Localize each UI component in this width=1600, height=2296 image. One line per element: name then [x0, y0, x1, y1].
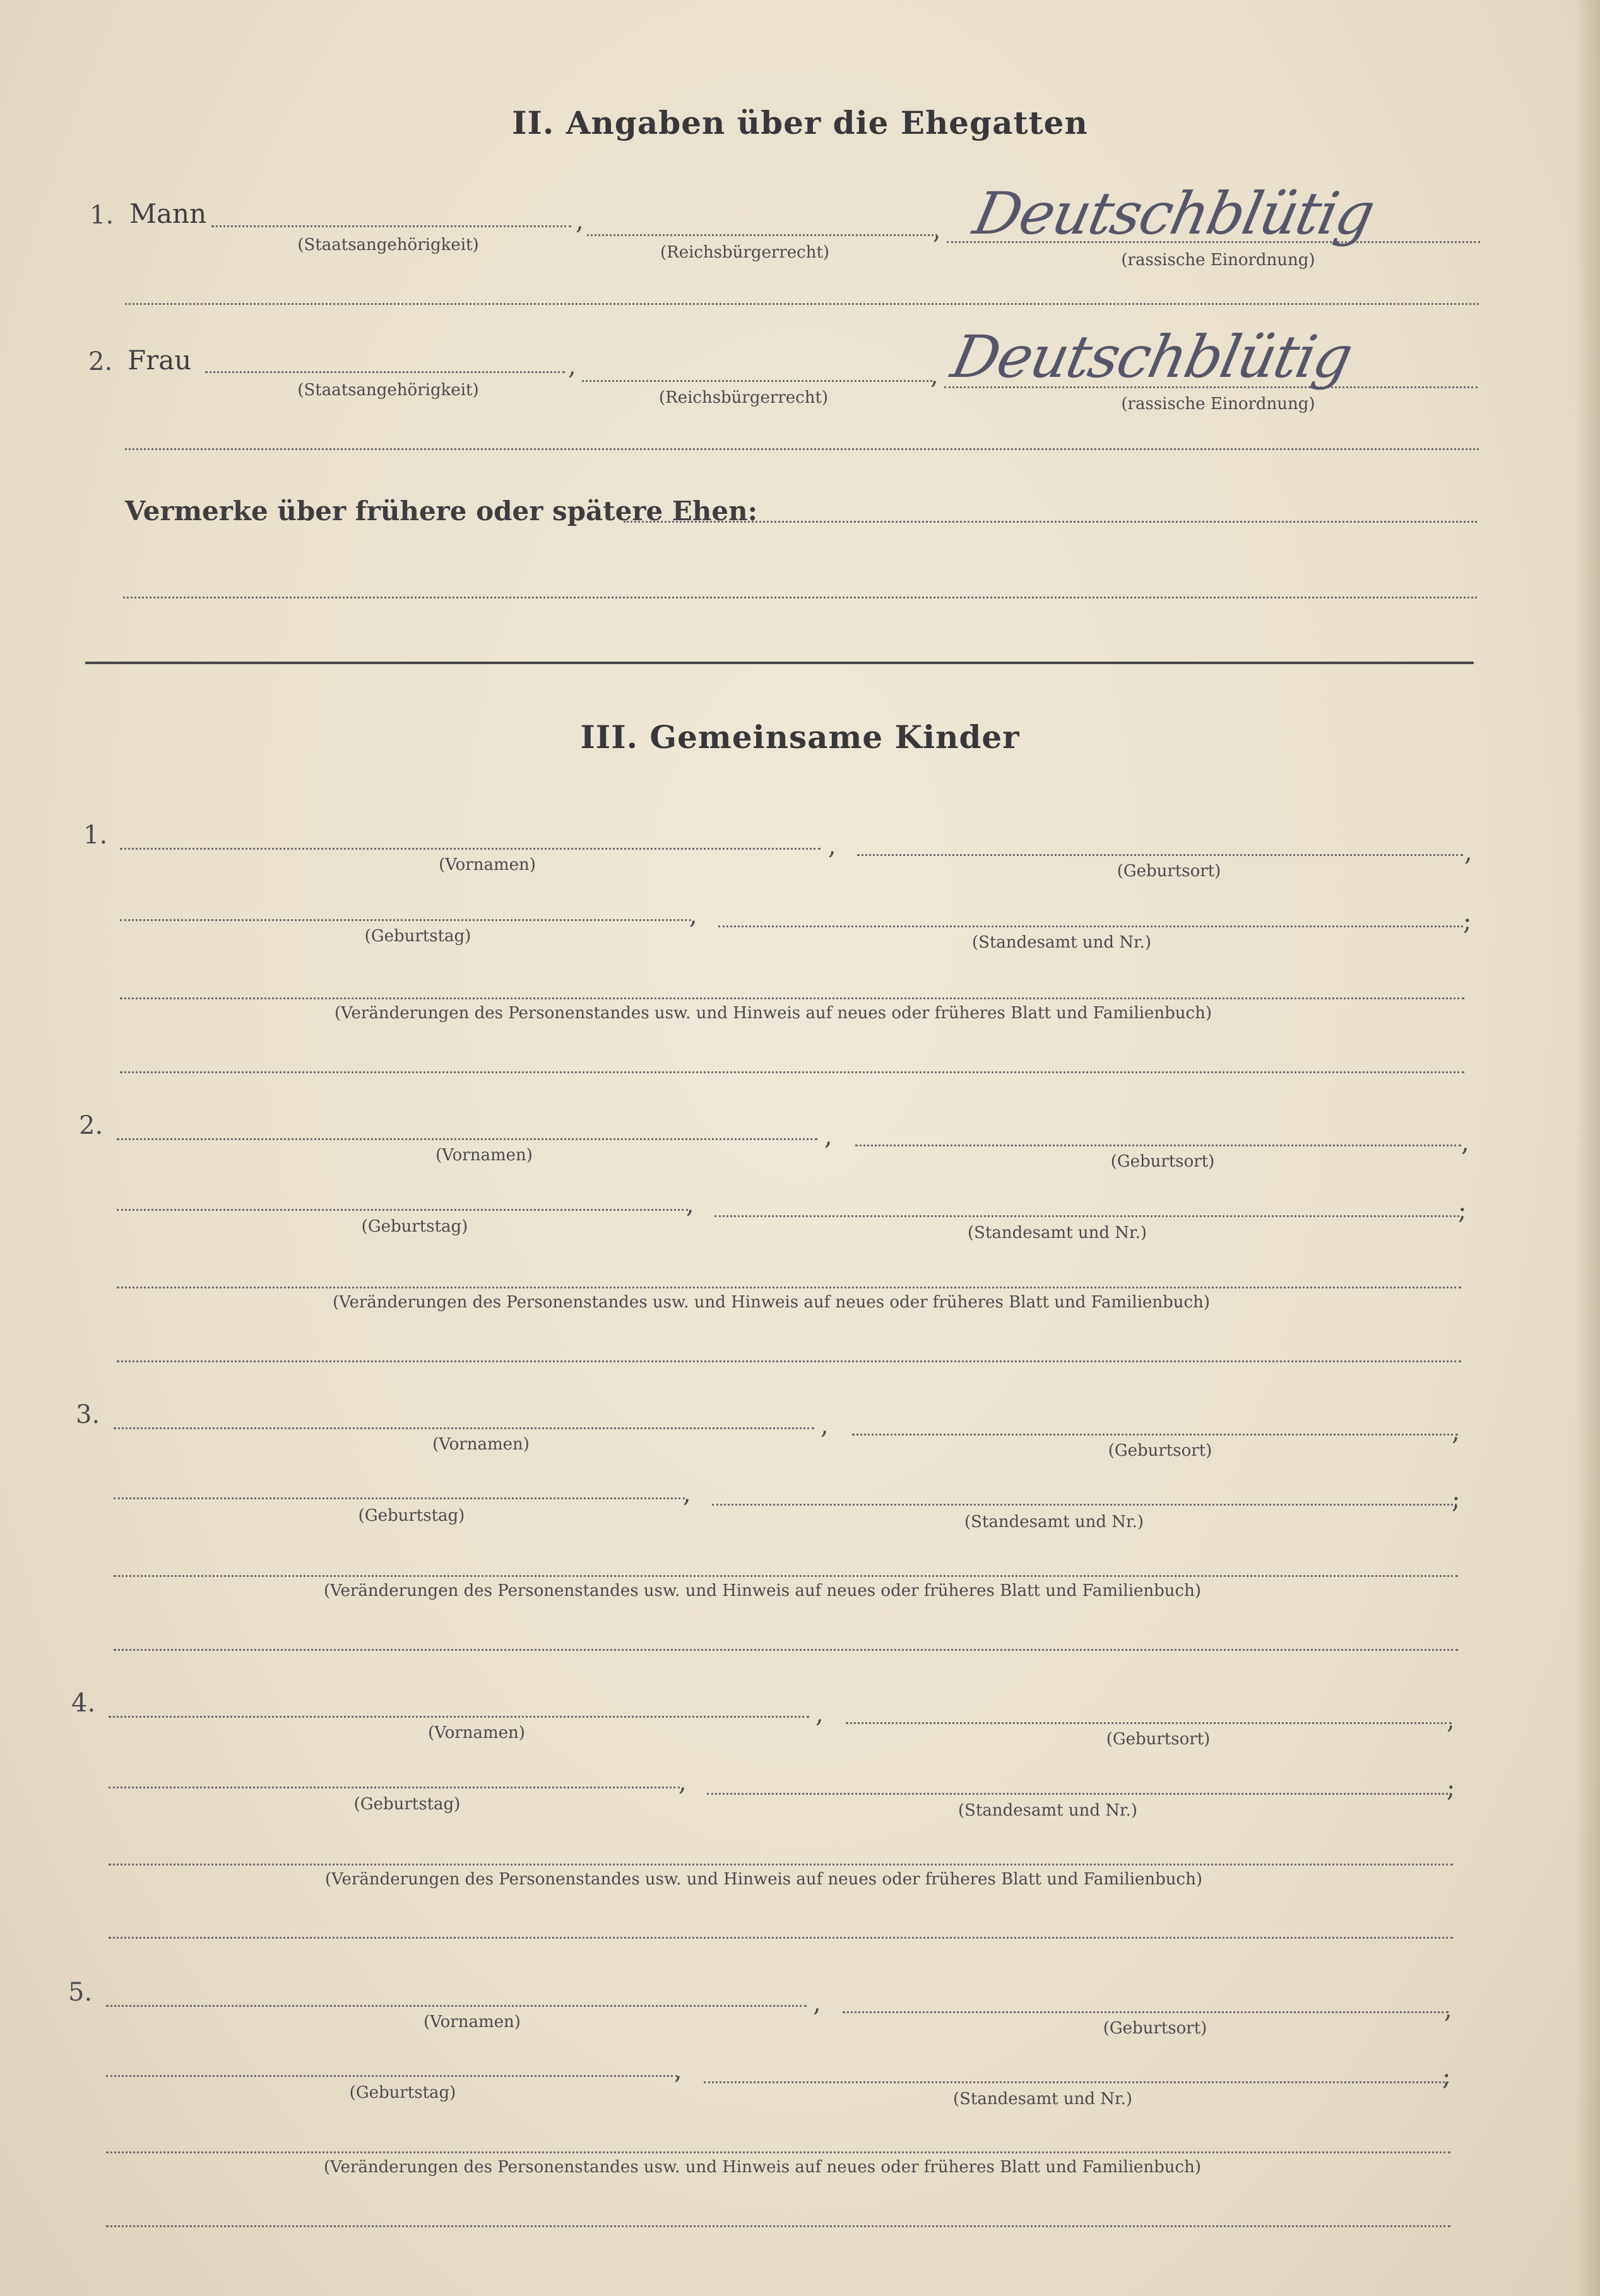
- frau-staat-field[interactable]: [205, 371, 565, 373]
- child-3-cap-veraenderungen: (Veränderungen des Personenstandes usw. und Hinweis auf neues oder früheres Blatt und Familienbuch): [324, 1581, 1201, 1600]
- child-3-standesamt-field[interactable]: [712, 1504, 1457, 1506]
- frau-cap-staat: (Staatsangehörigkeit): [297, 381, 479, 400]
- child-2-cap-vornamen: (Vornamen): [436, 1146, 533, 1165]
- child-1-extra-line[interactable]: [120, 1071, 1464, 1073]
- child-5-vornamen-field[interactable]: [106, 2005, 807, 2007]
- child-5-geburtstag-field[interactable]: [106, 2075, 677, 2077]
- child-2-cap-veraenderungen: (Veränderungen des Personenstandes usw. und Hinweis auf neues oder früheres Blatt und Familienbuch): [333, 1293, 1210, 1312]
- child-4-cap-geburtstag: (Geburtstag): [353, 1795, 461, 1814]
- child-4-standesamt-field[interactable]: [707, 1793, 1452, 1795]
- child-4-veraenderungen-field[interactable]: [109, 1864, 1453, 1865]
- child-4-geburtstag-field[interactable]: [109, 1787, 680, 1788]
- vermerke-label: Vermerke über frühere oder spätere Ehen:: [125, 496, 758, 526]
- mann-staat-field[interactable]: [211, 225, 571, 227]
- child-2-vornamen-field[interactable]: [117, 1138, 817, 1140]
- vermerke-field[interactable]: [624, 521, 1477, 523]
- frau-cap-reich: (Reichsbürgerrecht): [658, 388, 829, 407]
- child-1-cap-standesamt: (Standesamt und Nr.): [971, 933, 1152, 952]
- child-4-cap-geburtsort: (Geburtsort): [1106, 1730, 1211, 1749]
- child-3-cap-standesamt: (Standesamt und Nr.): [964, 1513, 1144, 1532]
- section-2-title: II. Angaben über die Ehegatten: [512, 104, 1088, 141]
- child-4-cap-standesamt: (Standesamt und Nr.): [957, 1801, 1138, 1820]
- frau-handwritten-rasse: Deutschblütig: [945, 323, 1358, 391]
- page-edge-shadow: [1575, 0, 1600, 2296]
- child-3-cap-geburtsort: (Geburtsort): [1108, 1441, 1212, 1460]
- frau-reich-field[interactable]: [582, 380, 932, 382]
- child-1-vornamen-field[interactable]: [120, 848, 821, 850]
- child-2-geburtsort-field[interactable]: [855, 1145, 1461, 1146]
- frau-extra-line[interactable]: [125, 448, 1479, 450]
- child-3-geburtstag-field[interactable]: [114, 1497, 685, 1499]
- child-2-veraenderungen-field[interactable]: [117, 1287, 1461, 1288]
- child-5-geburtsort-field[interactable]: [843, 2011, 1449, 2013]
- child-3-vornamen-field[interactable]: [114, 1427, 814, 1429]
- mann-label: Mann: [129, 198, 207, 229]
- child-1-veraenderungen-field[interactable]: [120, 997, 1464, 999]
- child-5-number: 5.: [68, 1978, 93, 2007]
- vermerke-extra-line[interactable]: [123, 597, 1477, 598]
- child-1-geburtstag-field[interactable]: [120, 919, 691, 921]
- child-1-cap-geburtsort: (Geburtsort): [1117, 862, 1221, 881]
- child-2-geburtstag-field[interactable]: [117, 1209, 688, 1211]
- frau-cap-rasse: (rassische Einordnung): [1121, 395, 1315, 413]
- mann-handwritten-rasse: Deutschblütig: [968, 180, 1380, 247]
- child-4-cap-veraenderungen: (Veränderungen des Personenstandes usw. und Hinweis auf neues oder früheres Blatt und Familienbuch): [325, 1870, 1202, 1889]
- child-4-vornamen-field[interactable]: [109, 1716, 809, 1718]
- child-3-number: 3.: [76, 1400, 100, 1429]
- child-4-cap-vornamen: (Vornamen): [428, 1723, 525, 1742]
- mann-extra-line[interactable]: [125, 303, 1479, 305]
- child-1-standesamt-field[interactable]: [718, 925, 1463, 927]
- child-2-cap-geburtstag: (Geburtstag): [361, 1217, 468, 1236]
- child-1-cap-geburtstag: (Geburtstag): [364, 927, 471, 946]
- child-5-cap-geburtstag: (Geburtstag): [349, 2083, 456, 2102]
- section-3-title: III. Gemeinsame Kinder: [580, 718, 1020, 756]
- child-5-cap-veraenderungen: (Veränderungen des Personenstandes usw. und Hinweis auf neues oder früheres Blatt und Familienbuch): [324, 2158, 1201, 2177]
- child-3-geburtsort-field[interactable]: [852, 1434, 1458, 1436]
- child-5-extra-line[interactable]: [106, 2225, 1450, 2227]
- child-2-number: 2.: [79, 1111, 104, 1140]
- child-1-cap-veraenderungen: (Veränderungen des Personenstandes usw. und Hinweis auf neues oder früheres Blatt und Familienbuch): [335, 1004, 1212, 1023]
- frau-number: 2.: [88, 347, 113, 376]
- child-4-geburtsort-field[interactable]: [846, 1722, 1452, 1724]
- mann-cap-reich: (Reichsbürgerrecht): [660, 243, 830, 262]
- mann-cap-rasse: (rassische Einordnung): [1121, 251, 1315, 270]
- child-1-cap-vornamen: (Vornamen): [439, 855, 536, 874]
- child-2-standesamt-field[interactable]: [714, 1215, 1459, 1217]
- child-2-cap-standesamt: (Standesamt und Nr.): [967, 1223, 1147, 1242]
- child-5-cap-vornamen: (Vornamen): [424, 2013, 521, 2031]
- mann-cap-staat: (Staatsangehörigkeit): [297, 235, 479, 254]
- child-4-extra-line[interactable]: [109, 1937, 1453, 1939]
- child-3-extra-line[interactable]: [114, 1649, 1458, 1651]
- mann-reich-field[interactable]: [587, 234, 937, 236]
- section-divider: [85, 662, 1474, 664]
- child-3-veraenderungen-field[interactable]: [114, 1575, 1458, 1577]
- child-5-cap-standesamt: (Standesamt und Nr.): [952, 2090, 1133, 2109]
- child-1-geburtsort-field[interactable]: [857, 854, 1463, 856]
- child-3-cap-geburtstag: (Geburtstag): [358, 1506, 465, 1525]
- child-5-cap-geburtsort: (Geburtsort): [1103, 2019, 1207, 2038]
- child-2-cap-geburtsort: (Geburtsort): [1110, 1152, 1215, 1171]
- child-4-number: 4.: [71, 1689, 96, 1718]
- child-1-number: 1.: [83, 821, 108, 850]
- mann-number: 1.: [90, 201, 114, 230]
- child-5-veraenderungen-field[interactable]: [106, 2151, 1450, 2153]
- frau-label: Frau: [127, 345, 192, 376]
- child-2-extra-line[interactable]: [117, 1360, 1461, 1362]
- child-5-standesamt-field[interactable]: [704, 2081, 1449, 2083]
- child-3-cap-vornamen: (Vornamen): [432, 1435, 530, 1454]
